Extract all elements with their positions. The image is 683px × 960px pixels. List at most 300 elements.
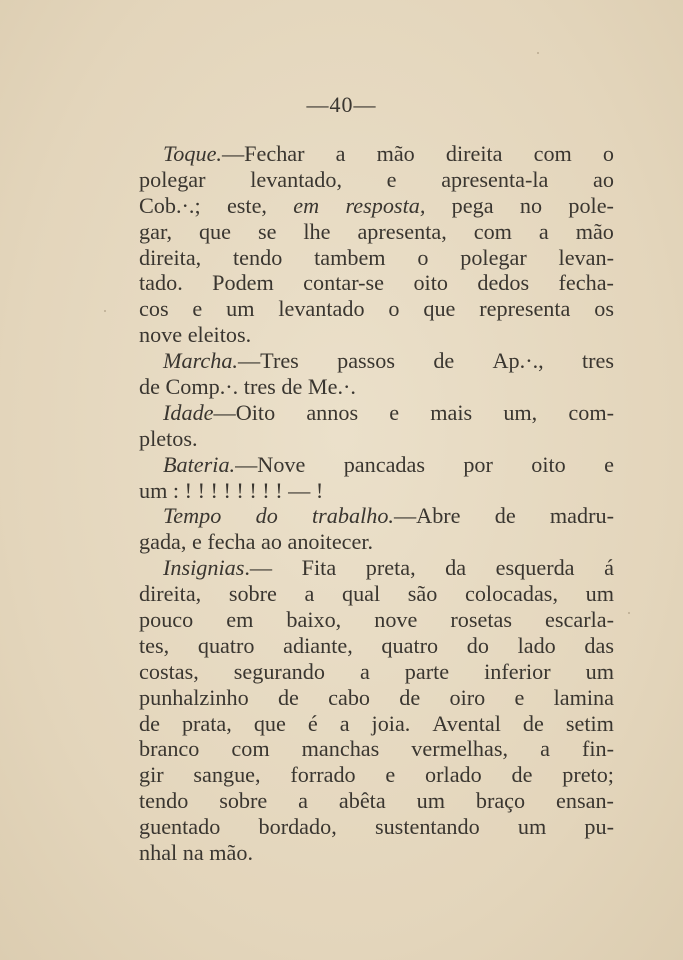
text-word xyxy=(312,503,461,529)
text-fragment: ! xyxy=(315,477,324,503)
text-word xyxy=(441,167,548,193)
text-word xyxy=(139,296,169,322)
text-word xyxy=(163,503,221,529)
text-fragment: um xyxy=(585,658,614,684)
paper-speck xyxy=(628,612,630,614)
text-word xyxy=(460,245,527,271)
text-word xyxy=(467,633,489,659)
text-word xyxy=(302,736,380,762)
text-fragment: a xyxy=(538,218,549,244)
text-line xyxy=(139,840,614,866)
text-line xyxy=(139,452,614,478)
text-word xyxy=(388,296,399,322)
text-fragment: —Oito xyxy=(213,399,276,425)
text-fragment: cos xyxy=(139,296,169,322)
text-word xyxy=(586,581,614,607)
text-fragment: ! xyxy=(262,477,270,503)
text-word xyxy=(211,478,218,504)
text-word xyxy=(465,581,558,607)
text-word xyxy=(303,270,384,296)
text-word xyxy=(387,167,397,193)
text-word xyxy=(254,711,286,737)
text-fragment: punhalzinho xyxy=(139,684,249,710)
text-word xyxy=(377,141,415,167)
text-fragment: a xyxy=(359,658,370,684)
text-fragment: da xyxy=(445,555,467,581)
text-word xyxy=(286,607,341,633)
text-word xyxy=(540,736,550,762)
text-fragment: ensan- xyxy=(556,788,614,814)
text-fragment: quatro xyxy=(197,632,255,658)
text-word xyxy=(163,452,305,478)
text-fragment: na xyxy=(182,840,204,866)
text-word xyxy=(556,788,614,814)
text-word xyxy=(413,270,448,296)
text-word xyxy=(192,529,202,555)
text-word xyxy=(166,374,239,400)
text-fragment: de xyxy=(494,503,516,529)
text-fragment: ao xyxy=(260,529,282,555)
text-fragment: que xyxy=(253,710,286,736)
text-fragment: apresenta-la xyxy=(441,166,549,192)
text-word xyxy=(163,141,305,167)
text-word xyxy=(275,478,282,504)
text-fragment: —Tres xyxy=(237,348,299,374)
text-fragment: tendo xyxy=(233,244,283,270)
text-fragment: o xyxy=(388,296,400,322)
text-word xyxy=(484,659,551,685)
text-fragment: polegar xyxy=(460,244,527,270)
text-fragment: gar, xyxy=(139,218,172,244)
text-word xyxy=(234,659,325,685)
text-fragment: o xyxy=(417,244,429,270)
text-fragment: de xyxy=(139,710,160,736)
text-fragment: com- xyxy=(568,399,614,425)
text-fragment: pu- xyxy=(584,814,614,840)
text-word xyxy=(249,478,256,504)
text-word xyxy=(449,685,485,711)
text-fragment: do xyxy=(255,503,278,529)
text-line xyxy=(139,374,614,400)
text-fragment: sangue, xyxy=(193,762,261,788)
text-fragment: pletos. xyxy=(139,425,198,451)
text-line xyxy=(139,736,614,762)
text-fragment: bordado, xyxy=(258,814,337,840)
text-fragment: mais xyxy=(430,399,473,425)
text-word xyxy=(405,659,449,685)
text-fragment: joia. xyxy=(371,710,411,736)
text-fragment: preto; xyxy=(562,762,614,788)
text-fragment: inferior xyxy=(484,658,551,684)
text-word xyxy=(593,167,614,193)
text-word xyxy=(344,452,425,478)
text-fragment: a xyxy=(339,710,350,736)
text-fragment: oito xyxy=(531,451,566,477)
text-fragment: pega xyxy=(451,192,494,218)
text-fragment: e xyxy=(389,399,400,425)
text-fragment: a xyxy=(335,141,346,166)
text-fragment: de xyxy=(433,348,455,374)
text-word xyxy=(207,529,255,555)
text-word xyxy=(531,452,566,478)
text-fragment: branco xyxy=(139,736,200,762)
text-fragment: levan- xyxy=(558,244,614,270)
text-word xyxy=(336,141,346,167)
text-word xyxy=(568,193,614,219)
text-word xyxy=(219,788,267,814)
text-fragment: — xyxy=(288,477,311,503)
text-word xyxy=(584,633,614,659)
text-word xyxy=(262,478,269,504)
text-fragment: annos xyxy=(306,399,359,425)
text-word xyxy=(139,270,183,296)
text-word xyxy=(212,270,274,296)
text-fragment: —Abre xyxy=(393,503,461,529)
text-word xyxy=(417,245,428,271)
text-word xyxy=(314,245,385,271)
text-fragment: abêta xyxy=(338,788,386,814)
text-word xyxy=(477,270,529,296)
text-fragment: Toque. xyxy=(163,141,222,166)
text-word xyxy=(518,814,546,840)
text-line xyxy=(139,296,614,322)
text-fragment: são xyxy=(407,581,438,607)
text-word xyxy=(586,659,614,685)
text-fragment: qual xyxy=(341,581,381,607)
text-word xyxy=(308,711,318,737)
text-fragment: braço xyxy=(475,788,526,814)
text-word xyxy=(250,167,342,193)
text-fragment: oito xyxy=(413,270,448,296)
text-fragment: mão xyxy=(575,218,614,244)
text-fragment: por xyxy=(463,451,493,477)
text-word xyxy=(290,762,355,788)
text-word xyxy=(298,788,308,814)
paper-speck xyxy=(537,52,539,54)
text-word xyxy=(283,633,353,659)
text-word xyxy=(446,141,503,167)
text-word xyxy=(433,348,454,374)
text-fragment: tendo xyxy=(139,788,189,814)
text-fragment: vermelhas, xyxy=(411,736,509,762)
text-line xyxy=(139,270,614,296)
text-word xyxy=(545,607,614,633)
text-fragment: manchas xyxy=(301,736,380,762)
text-word xyxy=(139,374,160,400)
page-number: —40— xyxy=(306,92,377,117)
text-word xyxy=(503,400,537,426)
text-fragment: Marcha. xyxy=(163,348,238,374)
text-word xyxy=(139,840,177,866)
text-fragment: um xyxy=(585,581,614,607)
text-word xyxy=(139,736,199,762)
text-fragment: ! xyxy=(236,477,244,503)
text-word xyxy=(139,685,249,711)
text-fragment: em xyxy=(226,607,254,633)
text-fragment: é xyxy=(307,710,318,736)
text-line xyxy=(139,633,614,659)
text-fragment: fecha xyxy=(207,529,256,555)
text-fragment: e xyxy=(514,684,525,710)
text-word xyxy=(450,607,512,633)
text-line xyxy=(139,400,614,426)
text-word xyxy=(357,219,446,245)
text-fragment: se xyxy=(257,218,277,244)
text-fragment: fin- xyxy=(581,736,614,762)
text-fragment: anoitecer. xyxy=(287,529,374,555)
text-fragment: eleitos. xyxy=(187,322,252,348)
text-word xyxy=(259,814,337,840)
text-line xyxy=(139,788,614,814)
text-word xyxy=(328,685,370,711)
text-fragment: tado. xyxy=(139,270,183,296)
text-word xyxy=(417,788,445,814)
text-fragment: ! xyxy=(275,477,283,503)
text-word xyxy=(568,400,614,426)
text-fragment: em xyxy=(293,192,320,218)
text-word xyxy=(366,555,416,581)
text-fragment: setim xyxy=(565,710,614,736)
text-word xyxy=(582,736,614,762)
text-fragment: pole- xyxy=(568,192,614,218)
text-fragment: direita xyxy=(445,141,503,166)
text-word xyxy=(474,219,512,245)
text-word xyxy=(520,193,542,219)
text-word xyxy=(495,503,516,529)
text-word xyxy=(198,478,205,504)
text-word xyxy=(339,788,386,814)
text-fragment: madru- xyxy=(549,503,614,529)
text-fragment: gir xyxy=(139,762,164,788)
text-word xyxy=(305,581,315,607)
text-fragment: costas, xyxy=(139,658,199,684)
text-word xyxy=(231,736,269,762)
text-word xyxy=(430,400,472,426)
text-word xyxy=(163,555,272,581)
text-word xyxy=(192,296,202,322)
text-fragment: Cob.·.; xyxy=(139,192,201,218)
text-fragment: nhal xyxy=(139,840,178,866)
text-word xyxy=(534,141,572,167)
text-word xyxy=(188,322,251,348)
text-fragment: de xyxy=(281,374,303,400)
text-word xyxy=(345,193,425,219)
text-fragment: Bateria. xyxy=(163,451,236,477)
text-word xyxy=(445,555,466,581)
text-word xyxy=(139,814,220,840)
text-fragment: adiante, xyxy=(283,632,353,658)
text-fragment: nove xyxy=(374,607,418,633)
text-fragment: o xyxy=(602,141,614,166)
text-word xyxy=(139,788,188,814)
text-word xyxy=(163,348,299,374)
text-fragment: e xyxy=(386,166,397,192)
text-word xyxy=(139,478,167,504)
text-fragment: ao xyxy=(593,166,614,192)
text-word xyxy=(559,245,614,271)
text-fragment: guentado xyxy=(139,814,221,840)
text-fragment: cabo xyxy=(328,684,371,710)
text-word xyxy=(261,529,282,555)
text-fragment: lamina xyxy=(553,684,614,710)
text-word xyxy=(229,581,277,607)
text-word xyxy=(256,503,278,529)
text-word xyxy=(375,814,480,840)
text-line xyxy=(139,426,614,452)
text-fragment: que xyxy=(198,218,231,244)
text-word xyxy=(340,711,350,737)
text-fragment: e xyxy=(604,451,614,477)
text-fragment: Comp.·. xyxy=(165,374,239,400)
text-fragment: trabalho. xyxy=(312,503,394,529)
text-word xyxy=(236,478,243,504)
text-word xyxy=(603,141,614,167)
text-fragment: um xyxy=(226,296,255,322)
text-fragment: a xyxy=(298,788,308,814)
text-word xyxy=(183,840,204,866)
text-word xyxy=(452,193,494,219)
text-line xyxy=(139,607,614,633)
text-word xyxy=(512,762,533,788)
text-word xyxy=(233,245,282,271)
text-word xyxy=(278,296,364,322)
text-word xyxy=(226,607,253,633)
text-word xyxy=(278,685,299,711)
text-line xyxy=(139,814,614,840)
text-fragment: escarla- xyxy=(545,607,614,633)
text-fragment: a xyxy=(304,581,315,607)
text-line xyxy=(139,193,614,219)
text-fragment: passos xyxy=(337,348,396,374)
text-fragment: de xyxy=(522,710,544,736)
text-fragment: quatro xyxy=(381,632,439,658)
text-word xyxy=(258,219,276,245)
text-fragment: prata, xyxy=(181,710,232,736)
text-word xyxy=(209,840,253,866)
text-fragment: sobre xyxy=(219,788,268,814)
text-word xyxy=(562,762,614,788)
text-fragment: rosetas xyxy=(450,607,513,633)
text-fragment: á xyxy=(604,555,614,581)
text-fragment: no xyxy=(519,192,543,218)
text-line xyxy=(139,685,614,711)
text-word xyxy=(554,685,614,711)
text-fragment: ! xyxy=(210,477,218,503)
text-fragment: tres xyxy=(243,374,276,400)
text-word xyxy=(389,400,399,426)
text-fragment: e xyxy=(385,762,396,788)
text-word xyxy=(316,478,323,504)
text-line xyxy=(139,245,614,271)
text-word xyxy=(337,348,395,374)
text-fragment: Tempo xyxy=(163,503,222,529)
text-word xyxy=(432,711,501,737)
text-word xyxy=(385,762,395,788)
text-line xyxy=(139,322,614,348)
text-word xyxy=(306,400,358,426)
text-line xyxy=(139,503,614,529)
text-word xyxy=(139,322,182,348)
text-fragment: levantado xyxy=(278,296,365,322)
text-line xyxy=(139,478,614,504)
text-word xyxy=(493,348,544,374)
text-word xyxy=(139,245,201,271)
text-fragment: a xyxy=(540,736,550,762)
text-word xyxy=(408,581,438,607)
text-line xyxy=(139,659,614,685)
text-word xyxy=(293,193,319,219)
text-word xyxy=(302,555,337,581)
text-word xyxy=(139,762,164,788)
text-fragment: com xyxy=(533,141,572,166)
text-word xyxy=(308,374,356,400)
text-fragment: de xyxy=(511,762,533,788)
text-line xyxy=(139,141,614,167)
text-word xyxy=(374,607,417,633)
text-fragment: tes, xyxy=(139,632,170,658)
text-fragment: ! xyxy=(249,477,257,503)
text-fragment: sustentando xyxy=(374,814,480,840)
text-word xyxy=(381,633,438,659)
text-word xyxy=(139,659,199,685)
text-fragment: um, xyxy=(503,399,538,425)
text-fragment: de xyxy=(277,684,299,710)
text-fragment: —Nove xyxy=(235,451,306,477)
text-word xyxy=(139,167,206,193)
text-line xyxy=(139,529,614,555)
text-fragment: ! xyxy=(197,477,205,503)
text-fragment: e xyxy=(192,296,203,322)
text-word xyxy=(199,219,231,245)
text-word xyxy=(139,426,198,452)
text-word xyxy=(514,685,524,711)
text-word xyxy=(303,219,330,245)
text-fragment: oiro xyxy=(449,684,486,710)
text-word xyxy=(281,374,302,400)
text-line xyxy=(139,762,614,788)
text-word xyxy=(163,400,275,426)
text-fragment: baixo, xyxy=(286,607,342,633)
text-word xyxy=(566,711,614,737)
text-line xyxy=(139,167,614,193)
text-fragment: do xyxy=(466,632,489,658)
text-word xyxy=(594,296,614,322)
text-fragment: ! xyxy=(184,477,193,503)
text-word xyxy=(463,452,493,478)
text-fragment: gada, xyxy=(139,529,187,555)
text-fragment: mão xyxy=(376,141,415,166)
text-fragment: tambem xyxy=(314,244,386,270)
text-line xyxy=(139,555,614,581)
text-fragment: preta, xyxy=(365,555,416,581)
text-fragment: sobre xyxy=(228,581,277,607)
text-word xyxy=(360,659,370,685)
text-fragment: com xyxy=(231,736,270,762)
text-word xyxy=(604,452,614,478)
text-word xyxy=(287,529,373,555)
text-fragment: um xyxy=(416,788,445,814)
text-fragment: os xyxy=(594,296,614,322)
text-fragment: Avental xyxy=(432,710,501,736)
text-fragment: lado xyxy=(517,632,556,658)
text-fragment: polegar xyxy=(139,166,206,192)
text-fragment: um xyxy=(517,814,547,840)
text-word xyxy=(399,685,420,711)
text-fragment: Ap.·., xyxy=(492,348,544,374)
text-line xyxy=(139,219,614,245)
text-word xyxy=(576,219,614,245)
text-fragment: orlado xyxy=(425,762,482,788)
